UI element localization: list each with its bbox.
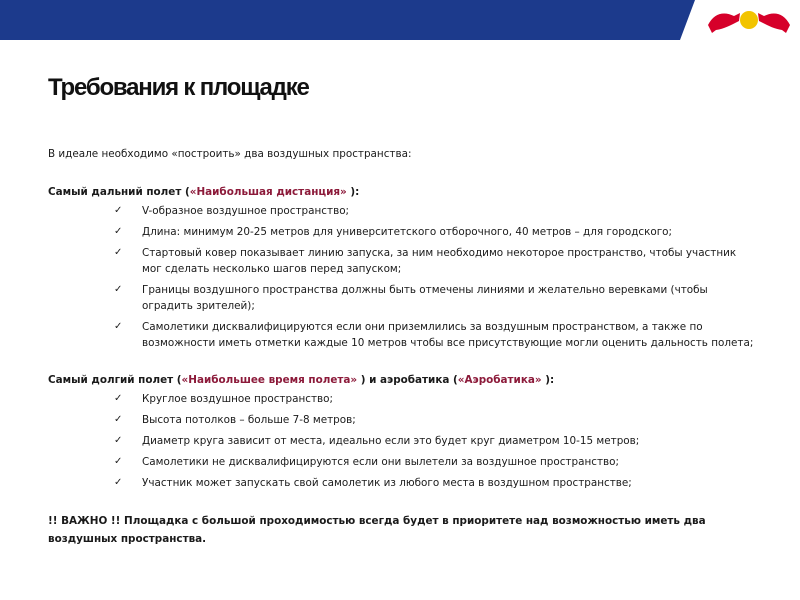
section-1-heading-end: ): [346,186,360,198]
list-item [114,319,758,351]
intro-text: В идеале необходимо «построить» два воздушных пространства: [48,148,412,160]
list-item-text: Участник может запускать свой самолетик из любого места в воздушном пространстве; [142,477,632,489]
check-icon: ✓ [114,205,123,216]
section-2-heading-text: Самый долгий полет ( [48,374,182,386]
list-item [114,245,758,277]
list-item-text: Длина: минимум 20-25 метров для университетского отборочного, 40 метров – для городского; [142,226,673,238]
section-2-heading [48,372,758,388]
check-icon: ✓ [114,321,123,332]
section-2-heading-end: ): [541,374,555,386]
section-1-category: «Наибольшая дистанция» [189,186,347,198]
check-icon: ✓ [114,284,123,295]
section-2-list [48,391,758,491]
check-icon: ✓ [114,226,123,237]
section-1-list [48,203,758,351]
list-item-text: Стартовый ковер показывает линию запуска, за ним необходимо некоторое пространство, чтобы участник мог сделать несколько шагов перед запуском; [142,247,737,275]
list-item-text: Диаметр круга зависит от места, идеально если это будет круг диаметром 10-15 метров; [142,435,640,447]
page-title: Требования к площадке [48,74,309,101]
list-item [114,433,758,449]
list-item-text: V-образное воздушное пространство; [142,205,350,217]
content [48,146,758,548]
list-item [114,203,758,219]
check-icon: ✓ [114,456,123,467]
check-icon: ✓ [114,435,123,446]
list-item [114,224,758,240]
list-item-text: Границы воздушного пространства должны быть отмечены линиями и желательно веревками (чтобы оградить зрителей); [142,284,708,312]
section-2-category-1: «Наибольшее время полета» [181,374,358,386]
list-item [114,282,758,314]
list-item-text: Высота потолков – больше 7-8 метров; [142,414,356,426]
list-item [114,454,758,470]
check-icon: ✓ [114,414,123,425]
list-item [114,475,758,491]
check-icon: ✓ [114,247,123,258]
section-1-heading-text: Самый дальний полет ( [48,186,190,198]
red-bull-logo [706,3,792,35]
list-item-text: Самолетики не дисквалифицируются если они вылетели за воздушное пространство; [142,456,619,468]
important-note: !! ВАЖНО !! Площадка с большой проходимостью всегда будет в приоритете над возможностью иметь два воздушных пространства. [48,515,706,545]
check-icon: ✓ [114,393,123,404]
section-2-heading-middle: ) и аэробатика ( [357,374,458,386]
list-item [114,412,758,428]
list-item [114,391,758,407]
list-item-text: Самолетики дисквалифицируются если они приземлились за воздушным пространством, а также по возможности иметь отметки каждые 10 метров чтобы все присутствующие могли оценить дальность полета; [142,321,754,349]
list-item-text: Круглое воздушное пространство; [142,393,333,405]
section-2-category-2: «Аэробатика» [457,374,542,386]
header-band [0,0,800,40]
section-1-heading [48,184,758,200]
check-icon: ✓ [114,477,123,488]
